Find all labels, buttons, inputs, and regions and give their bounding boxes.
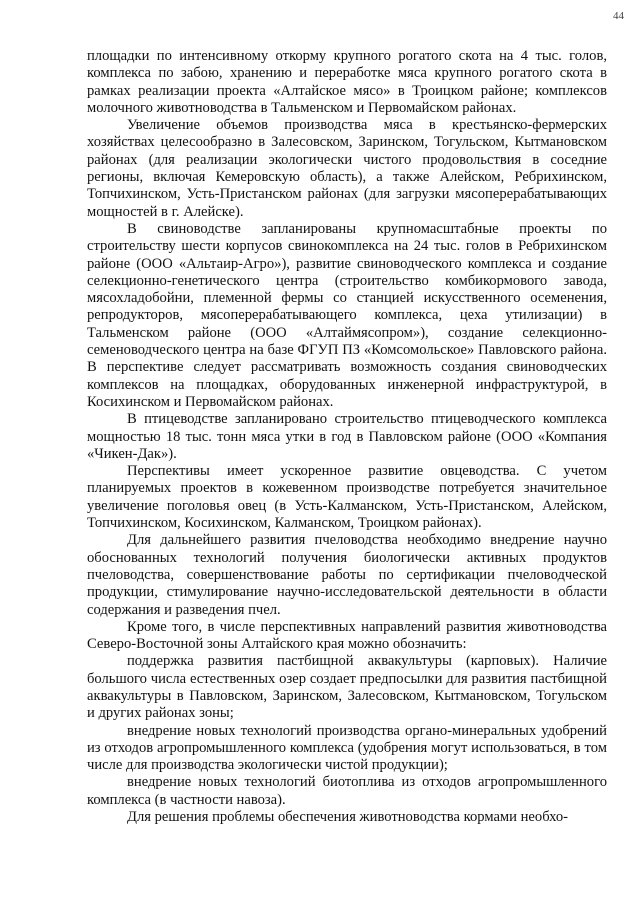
paragraph-farm-meat: Увеличение объемов производства мяса в крестьянско-фермерских хозяйствах целесообразно в Залесовском, Заринском, Тогульском, Кытмановском районах (для реализации экологически чистого продовольствия в соседние регионы, включая Кемеровскую область), а также Алейском, Ребрихинском, Топчихинском, Усть-Пристанском районах (для загрузки мясоперерабатывающих мощностей в г. Алейске). [87,117,607,220]
paragraph-continuation: площадки по интенсивному откорму крупного рогатого скота на 4 тыс. голов, комплекса по забою, хранению и переработке мяса крупного рогатого скота в рамках реализации проекта «Алтайское мясо» в Троицком районе; комплексов молочного животноводства в Тальменском и Первомайском районах. [87,48,607,116]
paragraph-poultry: В птицеводстве запланировано строительство птицеводческого комплекса мощностью 18 тыс. тонн мяса утки в год в Павловском районе (ООО «Компания «Чикен-Дак»). [87,411,607,462]
paragraph-aquaculture: поддержка развития пастбищной аквакультуры (карповых). Наличие большого числа естественных озер создает предпосылки для развития пастбищной аквакультуры в Павловском, Заринском, Залесовском, Кытмановском, Тогульском и других районах зоны; [87,653,607,722]
paragraph-beekeeping: Для дальнейшего развития пчеловодства необходимо внедрение научно обоснованных технологий получения биологически активных продуктов пчеловодства, совершенствование работы по сертификации пчеловодческой продукции, стимулирование научно-исследовательской деятельности в области содержания и разведения пчел. [87,532,607,618]
paragraph-directions-intro: Кроме того, в числе перспективных направлений развития животноводства Северо-Восточной зоны Алтайского края можно обозначить: [87,618,607,653]
paragraph-fertilizers: внедрение новых технологий производства органо-минеральных удобрений из отходов агропромышленного комплекса (удобрения могут использоваться, в том числе для производства экологически чистой продукции); [87,722,607,774]
document-body [87,48,607,826]
paragraph-biofuel: внедрение новых технологий биотоплива из отходов агропромышленного комплекса (в частности навоза). [87,774,607,808]
paragraph-feed: Для решения проблемы обеспечения животноводства кормами необхо- [127,809,568,826]
page-number: 44 [613,10,624,22]
paragraph-pig-farming: В свиноводстве запланированы крупномасштабные проекты по строительству шести корпусов свинокомплекса на 24 тыс. голов в Ребрихинском районе (ООО «Альтаир-Агро»), развитие свиноводческого комплекса и создание селекционно-генетического центра (строительство комбикормового завода, мясохладобойни, племенной фермы со станцией искусственного осеменения, репродукторов, мясоперерабатывающего комплекса, цеха утилизации) в Тальменском районе (ООО «Алтаймясопром»), создание селекционно-семеноводческого центра на базе ФГУП ПЗ «Комсомольское» Павловского района. В перспективе следует рассматривать возможность создания свиноводческих комплексов на площадках, оборудованных инженерной инфраструктурой, в Косихинском и Первомайском районах. [87,220,607,410]
paragraph-sheep: Перспективы имеет ускоренное развитие овцеводства. С учетом планируемых проектов в кожевенном производстве потребуется значительное увеличение поголовья овец (в Усть-Калманском, Усть-Пристанском, Алейском, Топчихинском, Косихинском, Калманском, Троицком районах). [87,463,607,532]
